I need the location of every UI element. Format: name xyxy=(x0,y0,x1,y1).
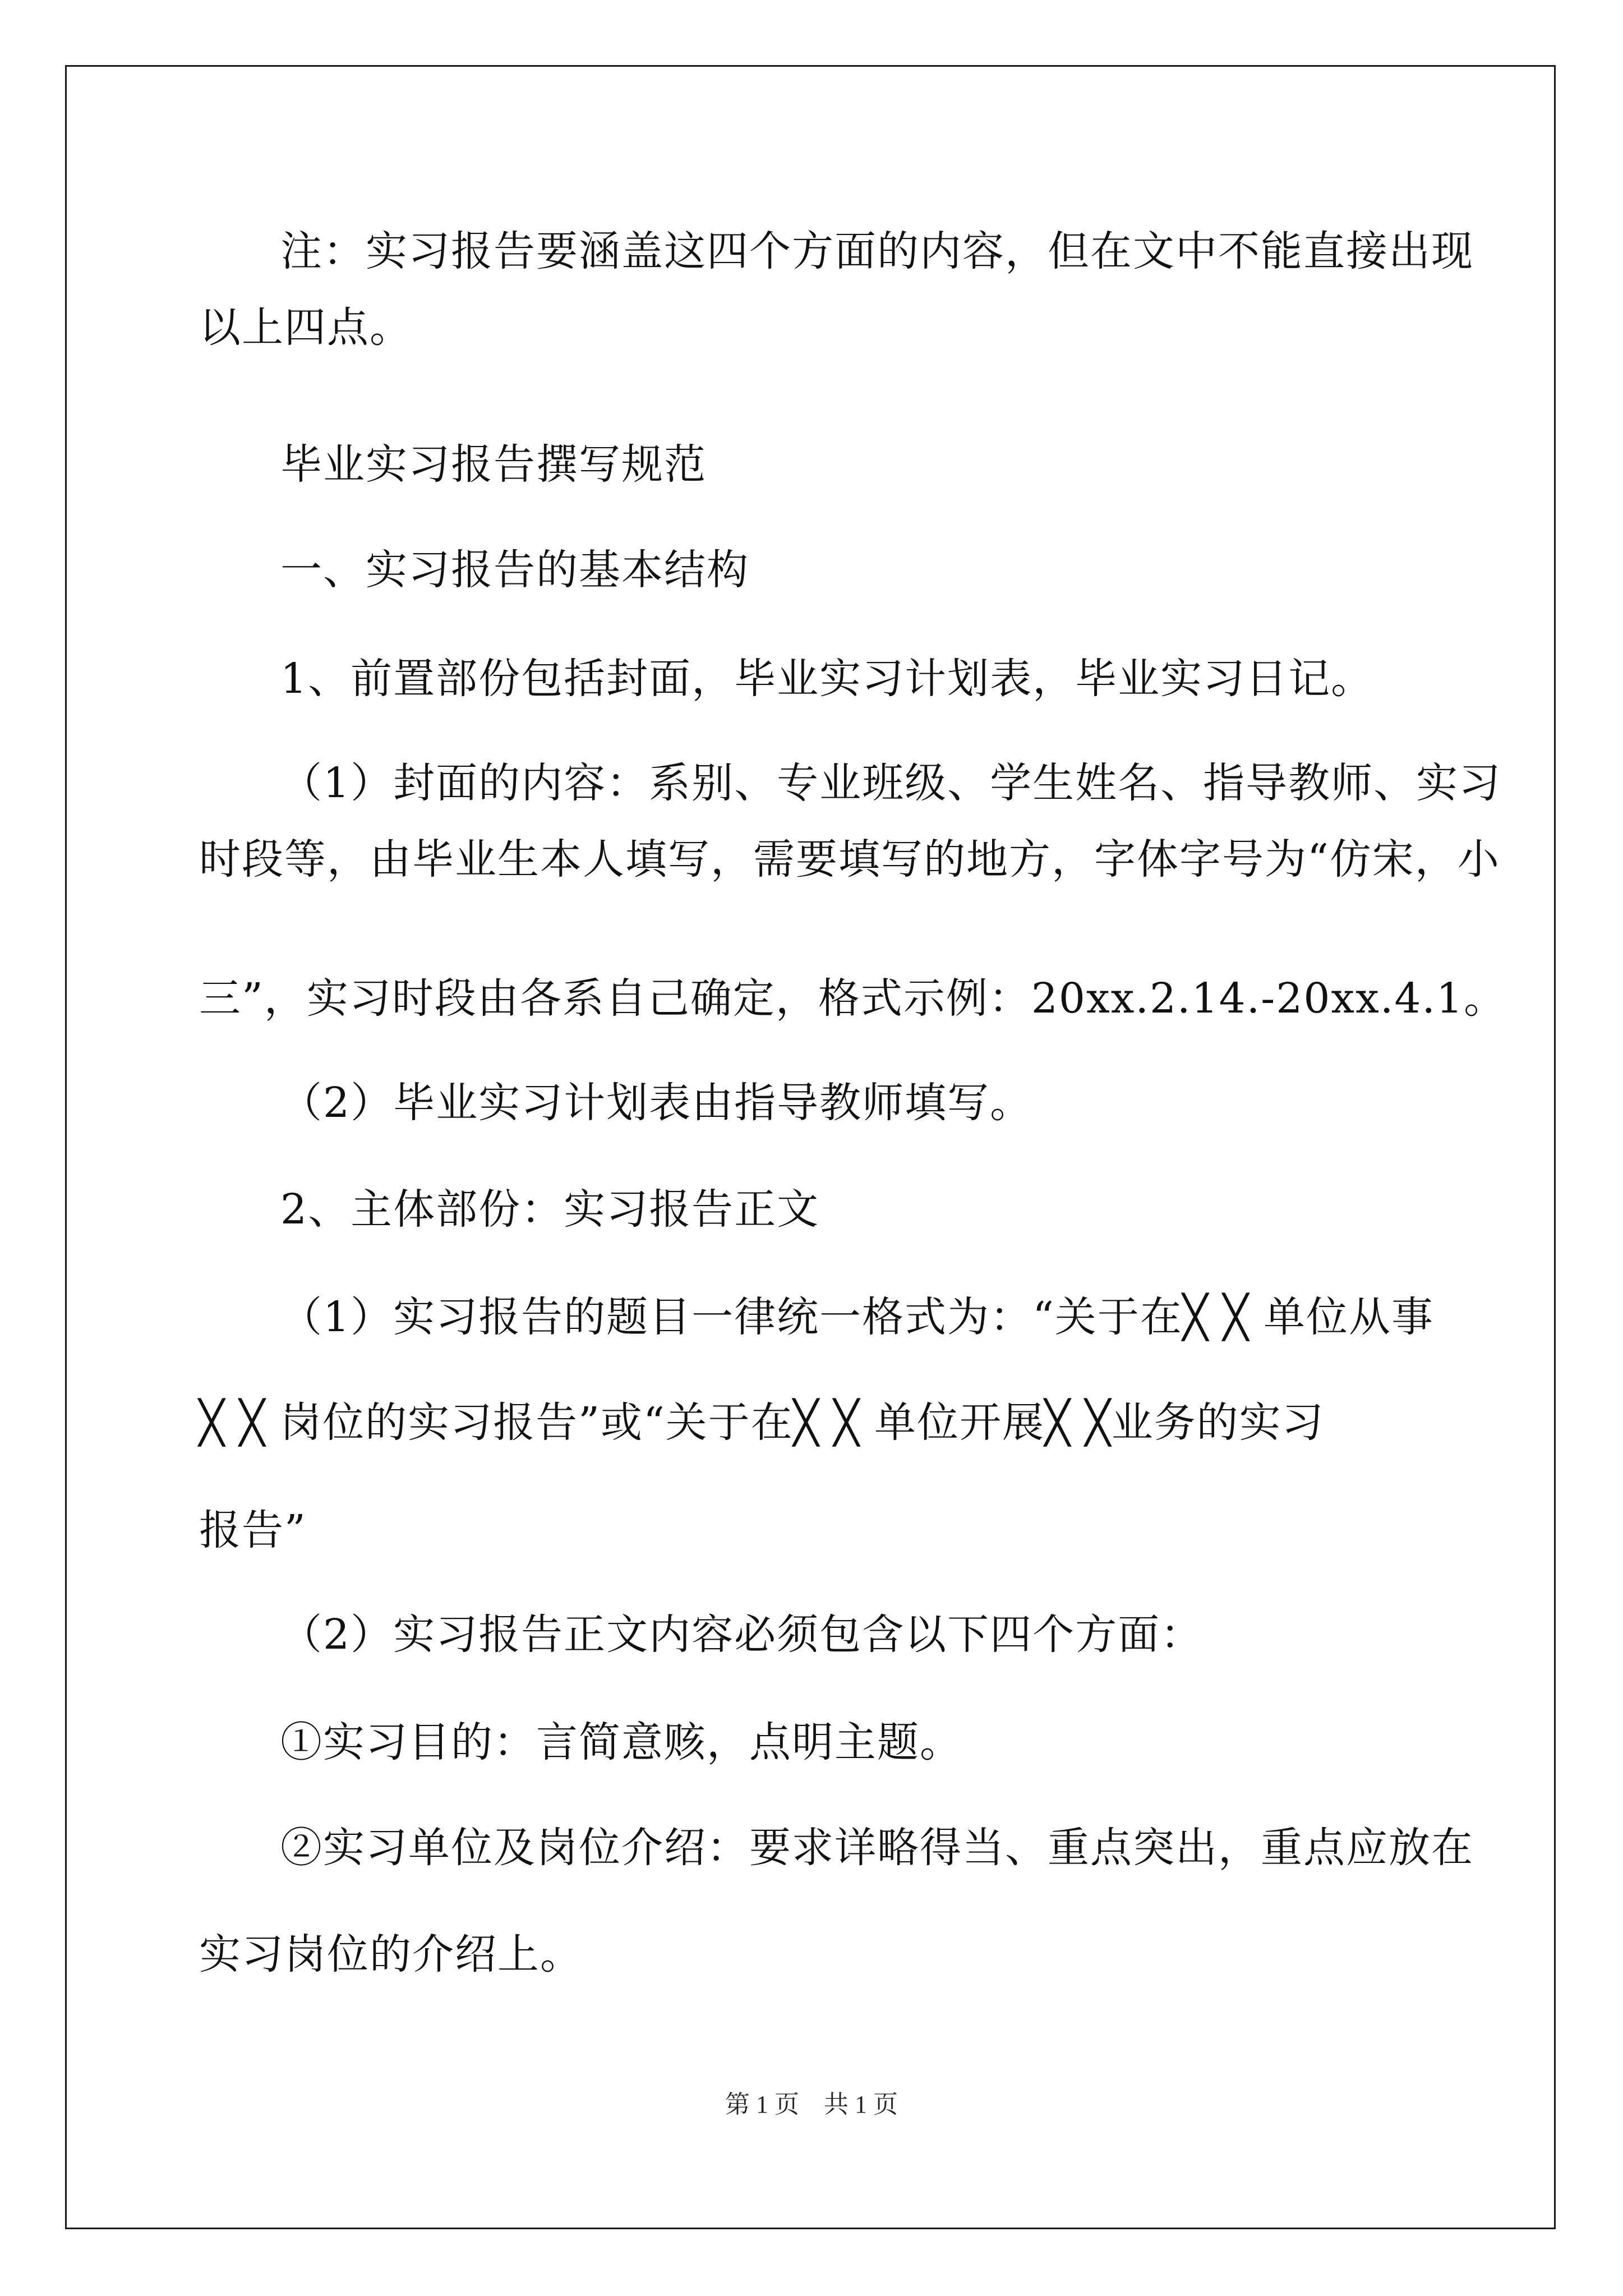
item-main-body: 2、主体部份：实习报告正文 xyxy=(280,1185,820,1234)
item-front-matter: 1、前置部份包括封面，毕业实习计划表，毕业实习日记。 xyxy=(280,655,1374,703)
item-content-requirements: （2）实习报告正文内容必须包含以下四个方面： xyxy=(280,1611,1204,1659)
item-cover-line-1: （1）封面的内容：系别、专业班级、学生姓名、指导教师、实习 xyxy=(280,759,1502,807)
item-plan-table: （2）毕业实习计划表由指导教师填写。 xyxy=(280,1079,1033,1127)
item-unit-intro-line-1: ②实习单位及岗位介绍：要求详略得当、重点突出，重点应放在 xyxy=(280,1824,1474,1872)
item-unit-intro-line-2: 实习岗位的介绍上。 xyxy=(199,1930,583,1978)
item-purpose: ①实习目的：言简意赅，点明主题。 xyxy=(280,1718,962,1766)
item-cover-line-2: 时段等，由毕业生本人填写，需要填写的地方，字体字号为“仿宋，小 xyxy=(199,835,1500,884)
item-title-format-line-2: ╳ ╳ 岗位的实习报告”或“关于在╳ ╳ 单位开展╳ ╳业务的实习 xyxy=(199,1398,1325,1447)
section-title: 毕业实习报告撰写规范 xyxy=(280,440,707,489)
paragraph-note-line-1: 注：实习报告要涵盖这四个方面的内容，但在文中不能直接出现 xyxy=(280,227,1474,275)
item-cover-line-3: 三”，实习时段由各系自己确定，格式示例：20xx.2.14.-20xx.4.1。 xyxy=(199,974,1507,1023)
page-number-footer: 第 1 页 共 1 页 xyxy=(725,2091,898,2118)
item-title-format-line-3: 报告” xyxy=(199,1506,307,1554)
paragraph-note-line-2: 以上四点。 xyxy=(199,303,412,352)
page-border xyxy=(65,65,1556,2229)
heading-basic-structure: 一、实习报告的基本结构 xyxy=(280,546,749,594)
item-title-format-line-1: （1）实习报告的题目一律统一格式为：“关于在╳ ╳ 单位从事 xyxy=(280,1293,1435,1341)
